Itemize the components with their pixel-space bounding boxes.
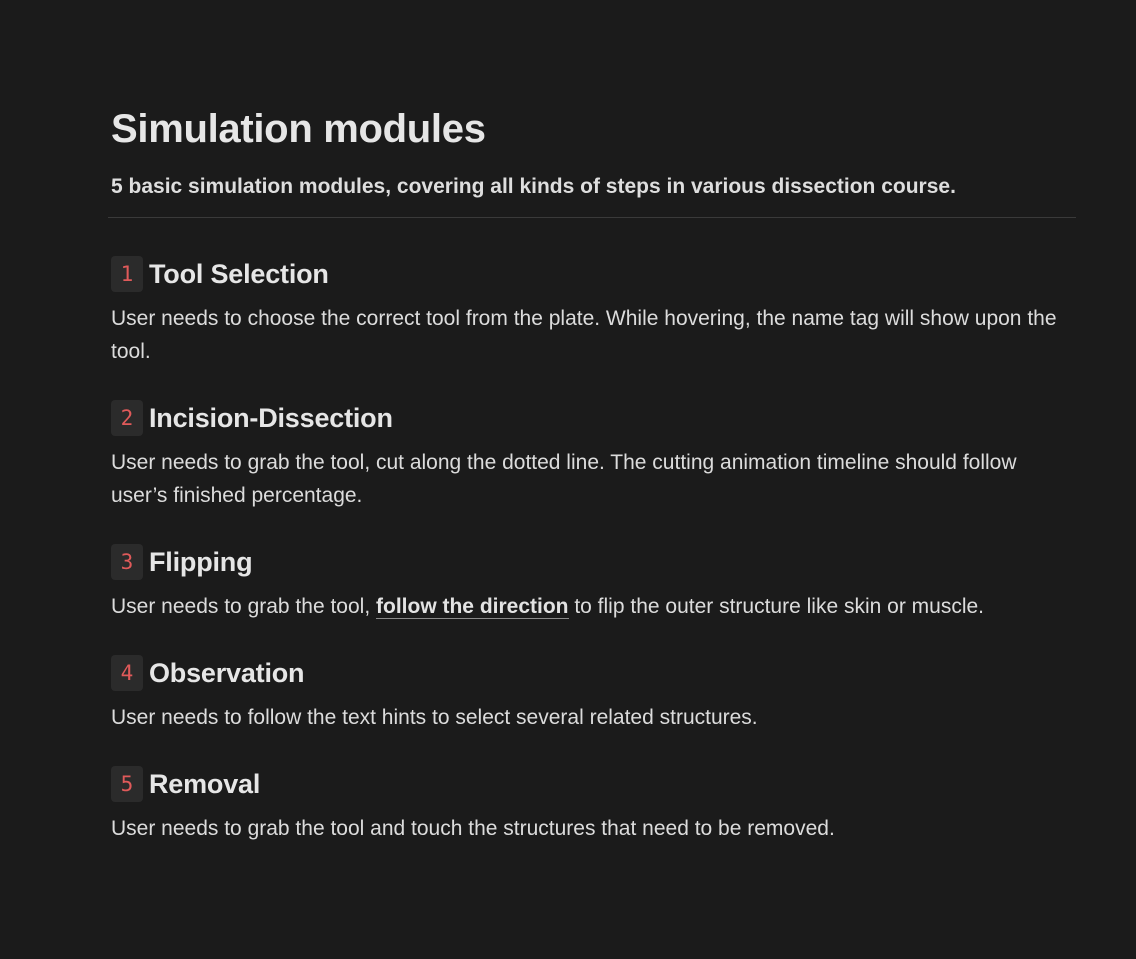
module-title: Observation xyxy=(149,657,305,688)
module-description xyxy=(111,590,1076,623)
module-heading xyxy=(111,400,1076,436)
module-description: User needs to follow the text hints to select several related structures. xyxy=(111,706,758,729)
module-removal xyxy=(111,766,1076,845)
follow-direction-link[interactable]: follow the direction xyxy=(376,595,569,618)
description-text-after: to flip the outer structure like skin or muscle. xyxy=(568,595,984,618)
module-tool-selection xyxy=(111,256,1076,368)
module-number-badge: 2 xyxy=(111,400,143,436)
module-heading xyxy=(111,256,1076,292)
module-list xyxy=(111,256,1076,845)
page-title: Simulation modules xyxy=(111,107,486,151)
module-number-badge: 5 xyxy=(111,766,143,802)
module-title: Tool Selection xyxy=(149,258,329,289)
module-title: Removal xyxy=(149,768,261,799)
module-heading xyxy=(111,766,1076,802)
module-description: User needs to grab the tool and touch the structures that need to be removed. xyxy=(111,817,835,840)
page-subtitle: 5 basic simulation modules, covering all kinds of steps in various dissection course. xyxy=(111,175,956,198)
module-heading xyxy=(111,544,1076,580)
description-text-before: User needs to grab the tool, xyxy=(111,595,376,618)
page-content xyxy=(111,104,1076,840)
module-title: Flipping xyxy=(149,546,253,577)
module-description: User needs to choose the correct tool from the plate. While hovering, the name tag will show upon the tool. xyxy=(111,307,1057,363)
module-title: Incision-Dissection xyxy=(149,402,393,433)
module-number-badge: 1 xyxy=(111,256,143,292)
module-heading xyxy=(111,655,1076,691)
module-incision-dissection xyxy=(111,400,1076,512)
divider xyxy=(108,217,1076,218)
module-flipping xyxy=(111,544,1076,623)
module-observation xyxy=(111,655,1076,734)
module-number-badge: 4 xyxy=(111,655,143,691)
module-description: User needs to grab the tool, cut along the dotted line. The cutting animation timeline should follow user’s finished percentage. xyxy=(111,451,1017,507)
module-number-badge: 3 xyxy=(111,544,143,580)
